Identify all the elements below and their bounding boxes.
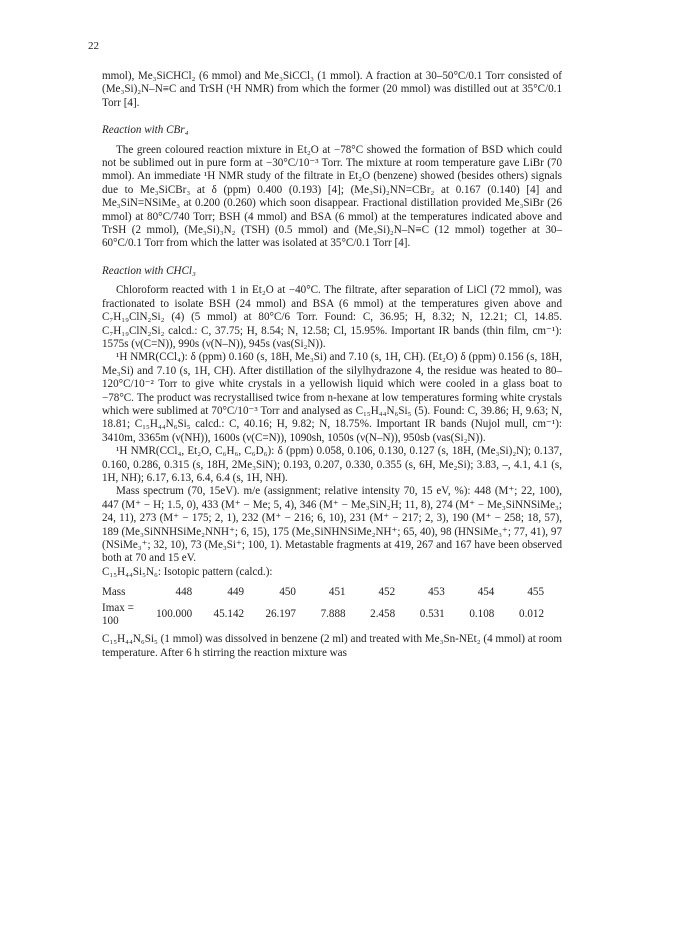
intensity-cell: 0.108 [469, 608, 495, 621]
row-label: Mass [102, 586, 126, 599]
mass-cell: 450 [279, 586, 296, 599]
text-column [102, 70, 562, 660]
mass-cell: 449 [227, 586, 245, 599]
table-row [102, 585, 554, 600]
section-heading: Reaction with CHCl₃ [102, 264, 196, 277]
intensity-cell: 26.197 [265, 608, 296, 621]
mass-cell: 454 [477, 586, 495, 599]
mass-cell: 451 [328, 586, 346, 599]
mass-cell: 452 [378, 586, 396, 599]
intensity-cell: 45.142 [213, 608, 245, 621]
mass-cell: 455 [527, 586, 544, 599]
section-heading: Reaction with CBr₄ [102, 124, 189, 137]
paragraph: C₁₅H₄₄Si₅N₆: Isotopic pattern (calcd.): [102, 565, 273, 578]
paragraph: Mass spectrum (70, 15eV). m/e (assignment; relative intensity 70, 15 eV, %): 448 (M⁺; 22, 100), 447 (M⁺ − H; 1.5, 0), 433 (M⁺ − Me; 5, 4), 346 (M⁺ − Me₃SiN₂H; 11, 8), 274 (M⁺ − Me₃SiNNSiMe₃; 24, 11), 273 (M⁺ − 175; 2, 1), 232 (M⁺ − 216; 6, 10), 231 (M⁺ − 217; 2, 3), 190 (M⁺ − 258; 18, 57), 189 (Me₃SiNNHSiMe₂NNH⁺; 6, 15), 175 (Me₃SiNHNSiMe₂NH⁺; 65, 40), 98 (HNSiMe₃⁺; 77, 41), 97 (NSiMe₃⁺; 32, 10), 73 (Me₃Si⁺; 100, 1). Metastable fragments at 419, 267 and 167 have been observed both at 70 and 15 eV. [102, 485, 562, 565]
intensity-cell: 0.531 [419, 608, 445, 621]
paragraph: mmol), Me₃SiCHCl₂ (6 mmol) and Me₃SiCCl₃ (1 mmol). A fraction at 30–50°C/0.1 Torr consisted of (Me₃Si)₂N–N≡C and TrSH (¹H NMR) from which the former (20 mmol) was distilled out at 35°C/0.1 Torr [4]. [102, 70, 562, 109]
paragraph: C₁₅H₄₄N₆Si₅ (1 mmol) was dissolved in benzene (2 ml) and treated with Me₃Sn-NEt₂ (4 mmol) at room temperature. After 6 h stirring the reaction mixture was [102, 633, 562, 659]
table-row [102, 601, 554, 630]
intensity-cell: 2.458 [370, 608, 396, 621]
paragraph: The green coloured reaction mixture in Et₂O at −78°C showed the formation of BSD which could not be sublimed out in pure form at −30°C/10⁻³ Torr. The mixture at room temperature gave LiBr (70 mmol). An immediate ¹H NMR study of the filtrate in Et₂O (benzene) showed (besides others) signals due to Me₃SiCBr₃ at δ (ppm) 0.400 (0.193) [4]; (Me₃Si)₂NN=CBr₂ at 0.167 (0.140) [4] and Me₃SiN=NSiMe₃ at 0.200 (0.260) which soon disappear. Fractional distillation provided Me₃SiBr (26 mmol) at 80°C/740 Torr; BSH (4 mmol) and BSA (6 mmol) at the temperatures indicated above and TrSH (2 mmol), (Me₃Si)₃N₂ (TSH) (0.5 mmol) and (Me₃Si)₂N–N≡C (12 mmol) together at 30–60°C/0.1 Torr from which the latter was isolated at 35°C/0.1 Torr [4]. [102, 143, 562, 250]
row-label: Imax = 100 [102, 601, 134, 628]
page-number: 22 [88, 40, 99, 52]
intensity-cell: 100.000 [156, 608, 193, 621]
paragraph: ¹H NMR(CCl₄, Et₂O, C₆H₆, C₆D₆): δ (ppm) 0.058, 0.106, 0.130, 0.127 (s, 18H, (Me₃Si)₂N); 0.137, 0.160, 0.286, 0.315 (s, 18H, 2Me₃SiN); 0.193, 0.207, 0.330, 0.355 (s, 6H, Me₂Si); 3.83, –, 4.1, 4.1 (s, 1H, NH); 6.17, 6.13, 6.4, 6.4 (s, 1H, NH). [102, 445, 562, 484]
intensity-cell: 7.888 [320, 608, 346, 621]
intensity-cell: 0.012 [519, 608, 544, 621]
isotope-pattern-table [102, 585, 554, 629]
mass-cell: 453 [428, 586, 445, 599]
mass-cell: 448 [175, 586, 193, 599]
paragraph: ¹H NMR(CCl₄): δ (ppm) 0.160 (s, 18H, Me₃Si) and 7.10 (s, 1H, CH). (Et₂O) δ (ppm) 0.156 (s, 18H, Me₃Si) and 7.10 (s, 1H, CH). After distillation of the silylhydrazone 4, the residue was heated to 80–120°C/10⁻² Torr to give white crystals in a yellowish liquid which were cooled in a glass boat to −78°C. The product was recrystallised twice from n-hexane at low temperatures forming white crystals which were sublimed at 70°C/10⁻³ Torr and analysed as C₁₅H₄₄N₆Si₅ (5). Found: C, 39.86; H, 9.63; N, 18.81; C₁₅H₄₄N₆Si₅ calcd.: C, 40.16; H, 9.82; N, 18.75%. Important IR bands (Nujol mull, cm⁻¹): 3410m, 3365m (ν(NH)), 1600s (ν(C=N)), 1090sh, 1050s (ν(N–N)), 950sb (νas(Si₂N)). [102, 351, 562, 444]
paragraph: Chloroform reacted with 1 in Et₂O at −40°C. The filtrate, after separation of LiCl (72 mmol), was fractionated to isolate BSH (24 mmol) and BSA (6 mmol) at the temperatures given above and C₇H₁₉ClN₂Si₂ (4) (5 mmol) at 80°C/6 Torr. Found: C, 36.95; H, 8.32; N, 12.21; Cl, 14.85. C₇H₁₉ClN₂Si₂ calcd.: C, 37.75; H, 8.54; N, 12.58; Cl, 15.95%. Important IR bands (thin film, cm⁻¹): 1575s (ν(C=N)), 990s (ν(N–N)), 945s (νas(Si₂N)). [102, 284, 562, 350]
